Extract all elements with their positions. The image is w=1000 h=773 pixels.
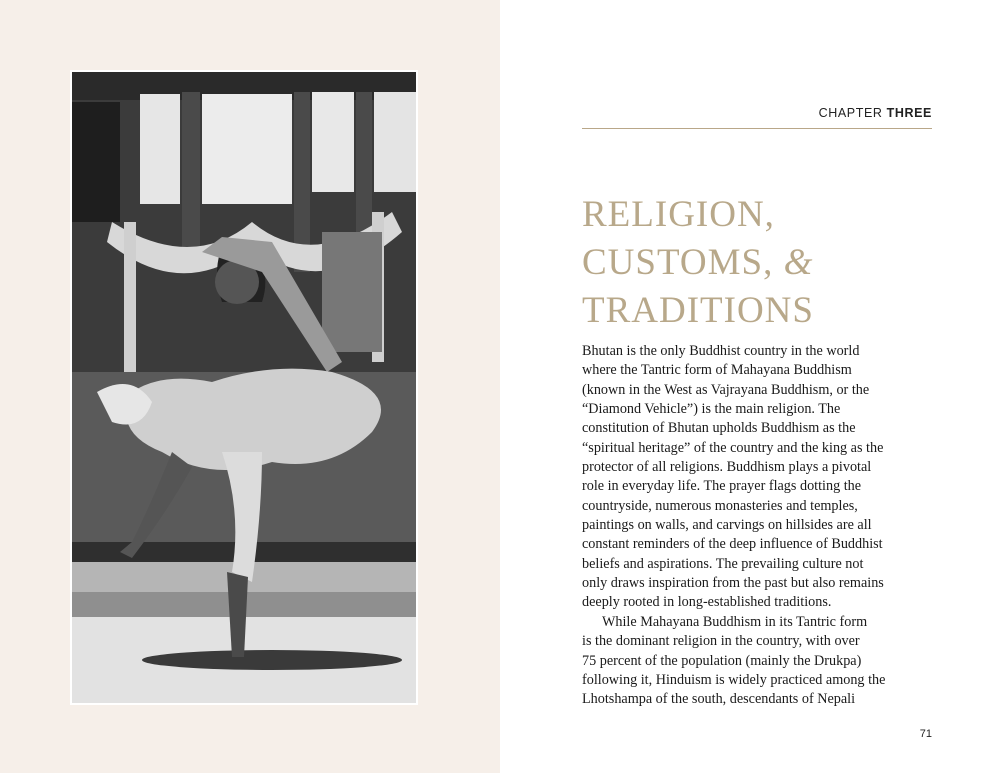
masked-dancer-photo bbox=[70, 70, 418, 705]
chapter-title-line-1: RELIGION, bbox=[582, 193, 775, 235]
right-page bbox=[500, 0, 1000, 773]
body-line: Bhutan is the only Buddhist country in the world bbox=[582, 343, 860, 359]
body-line: only draws inspiration from the past but also remains bbox=[582, 575, 884, 592]
page-number: 71 bbox=[919, 728, 932, 740]
body-line: where the Tantric form of Mahayana Buddhism bbox=[582, 362, 852, 379]
body-line: (known in the West as Vajrayana Buddhism, or the bbox=[582, 381, 870, 398]
chapter-number: THREE bbox=[886, 106, 932, 120]
body-line: constitution of Bhutan upholds Buddhism as the bbox=[582, 420, 856, 437]
chapter-label bbox=[819, 106, 932, 120]
body-line: following it, Hinduism is widely practiced among the bbox=[582, 671, 886, 688]
body-line: “Diamond Vehicle”) is the main religion. The bbox=[582, 401, 841, 418]
body-line: constant reminders of the deep influence of Buddhist bbox=[582, 536, 883, 553]
body-line: is the dominant religion in the country, with over bbox=[582, 633, 860, 650]
chapter-title-word-customs: CUSTOMS, bbox=[582, 241, 774, 283]
chapter-title-line-3: TRADITIONS bbox=[582, 289, 814, 331]
chapter-title bbox=[582, 191, 942, 335]
chapter-divider bbox=[582, 128, 932, 129]
dancer-photo-illustration bbox=[72, 72, 416, 703]
body-line: countryside, numerous monasteries and temples, bbox=[582, 497, 858, 514]
body-text bbox=[582, 342, 934, 710]
body-line: protector of all religions. Buddhism plays a pivotal bbox=[582, 459, 872, 476]
body-line: role in everyday life. The prayer flags dotting the bbox=[582, 478, 862, 495]
body-line: paintings on walls, and carvings on hillsides are all bbox=[582, 517, 872, 534]
body-line: deeply rooted in long-established traditions. bbox=[582, 594, 832, 611]
body-line: “spiritual heritage” of the country and the king as the bbox=[582, 439, 884, 456]
chapter-label-prefix: CHAPTER bbox=[818, 106, 883, 120]
body-line-paragraph-start: While Mahayana Buddhism in its Tantric form bbox=[602, 613, 868, 630]
body-line: beliefs and aspirations. The prevailing culture not bbox=[582, 555, 864, 572]
ampersand-glyph: & bbox=[783, 241, 814, 283]
body-line: 75 percent of the population (mainly the Drukpa) bbox=[582, 652, 862, 669]
body-line: Lhotshampa of the south, descendants of Nepali bbox=[582, 691, 856, 708]
chapter-title-line-2 bbox=[582, 239, 942, 287]
